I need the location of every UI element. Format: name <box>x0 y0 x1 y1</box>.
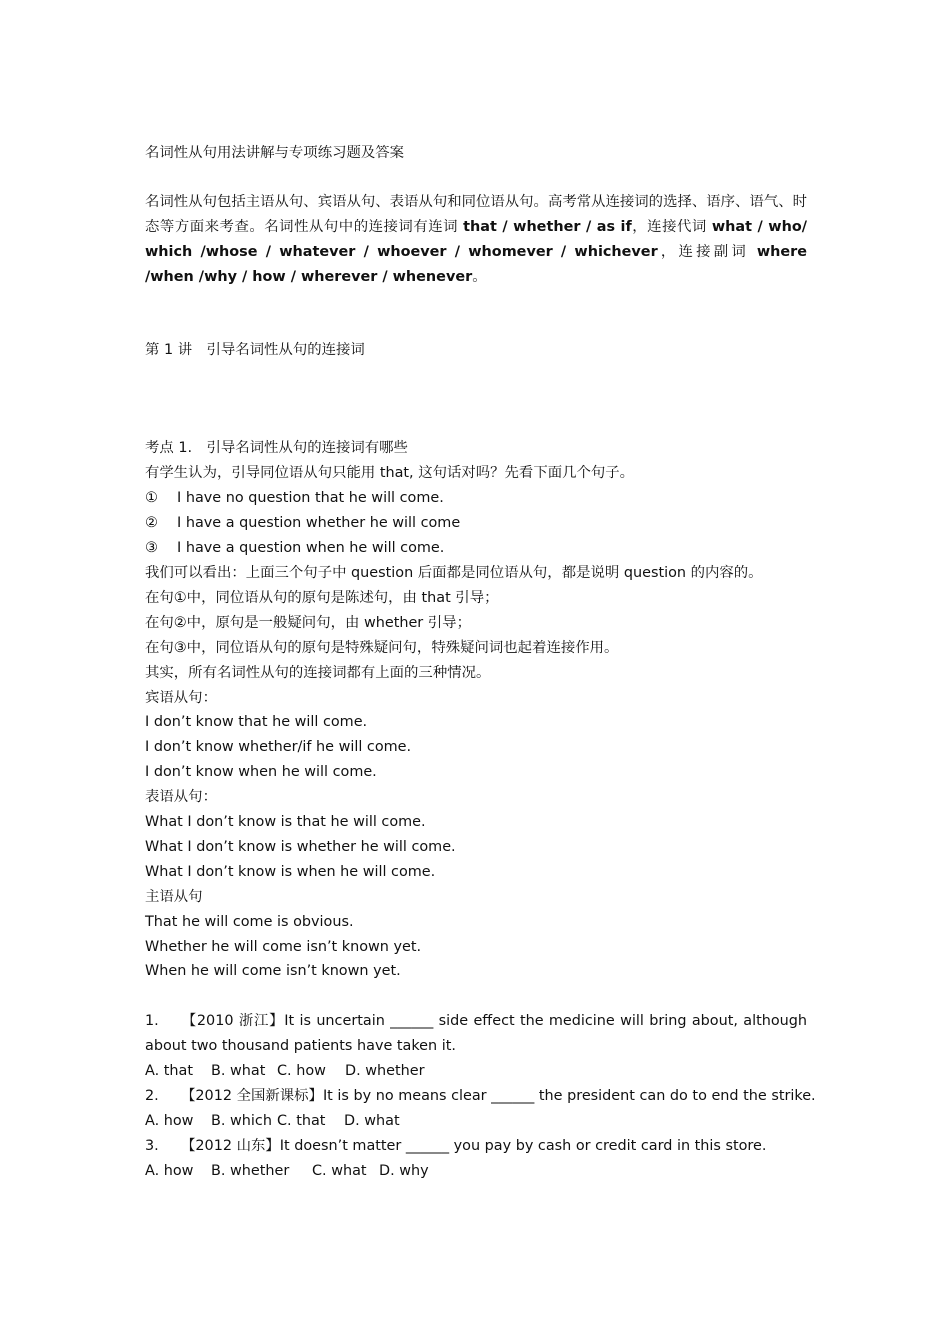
option-a: A. how <box>145 1113 194 1129</box>
intro-conjunctions: that / whether / as if <box>463 218 632 235</box>
question-text: It is uncertain ______ side effect the medicine will bring about, although about two thousand patients have taken it. <box>145 1013 808 1055</box>
question-1 <box>145 1009 807 1059</box>
example-3 <box>145 536 807 561</box>
document-body <box>145 141 816 1184</box>
predicative-example: What I don’t know is that he will come. <box>145 814 426 831</box>
example-text: I have no question that he will come. <box>177 490 444 507</box>
example-text: I have a question whether he will come <box>177 515 461 532</box>
predicative-example: What I don’t know is whether he will come. <box>145 838 456 855</box>
question-text: It is by no means clear ______ the president can do to end the strike. <box>322 1088 816 1105</box>
option-d: D. what <box>344 1113 400 1129</box>
question-1-options <box>145 1059 807 1084</box>
question-2-options <box>145 1109 807 1134</box>
question-source: 【2012 山东】 <box>181 1137 280 1154</box>
question-source: 【2012 全国新课标】 <box>181 1088 323 1105</box>
option-c: C. how <box>277 1063 326 1080</box>
question-3 <box>145 1134 807 1159</box>
lecture-title: 第 1 讲 引导名词性从句的连接词 <box>145 341 365 358</box>
option-a: A. how <box>145 1162 194 1179</box>
option-d: D. why <box>379 1162 429 1179</box>
option-c: C. that <box>277 1113 326 1129</box>
object-example: I don’t know whether/if he will come. <box>145 739 412 756</box>
point-title: 考点 1. 引导名词性从句的连接词有哪些 <box>145 440 408 457</box>
option-b: B. whether <box>211 1162 290 1179</box>
example-number: ① <box>145 490 158 507</box>
question-text: It doesn’t matter ______ you pay by cash or credit card in this store. <box>279 1137 767 1154</box>
question-number: 3. <box>145 1137 159 1154</box>
intro-adverbs: where /when /why / how / wherever / whenever <box>145 243 807 285</box>
explanation-5: 其实，所有名词性从句的连接词都有上面的三种情况。 <box>145 664 491 681</box>
object-clause-heading: 宾语从句： <box>145 689 217 706</box>
question-2 <box>145 1084 816 1109</box>
option-d: D. whether <box>345 1063 425 1080</box>
subject-example: Whether he will come isn’t known yet. <box>145 938 422 955</box>
example-2 <box>145 511 807 536</box>
intro-text-3: ，连接副词 <box>657 243 757 260</box>
predicative-example: What I don’t know is when he will come. <box>145 863 436 880</box>
option-b: B. which <box>211 1113 272 1129</box>
question-number: 1. <box>145 1013 159 1030</box>
question-source: 【2010 浙江】 <box>181 1013 285 1030</box>
option-a: A. that <box>145 1063 193 1080</box>
explanation-4: 在句③中，同位语从句的原句是特殊疑问句，特殊疑问词也起着连接作用。 <box>145 639 619 656</box>
intro-text-1: 名词性从句包括主语从句、宾语从句、表语从句和同位语从句。高考常从连接词的选择、语序、语气、时态等方面来考查。名词性从句中的连接词有连词 <box>145 193 807 235</box>
example-number: ③ <box>145 540 158 557</box>
subject-example: When he will come isn’t known yet. <box>145 963 401 980</box>
explanation-3: 在句②中，原句是一般疑问句，由 whether 引导； <box>145 614 471 631</box>
predicative-clause-heading: 表语从句： <box>145 789 217 806</box>
subject-clause-heading: 主语从句 <box>145 888 203 905</box>
question-number: 2. <box>145 1088 159 1105</box>
intro-paragraph <box>145 190 807 290</box>
point-lead: 有学生认为，引导同位语从句只能用 that, 这句话对吗？先看下面几个句子。 <box>145 465 635 482</box>
document-title: 名词性从句用法讲解与专项练习题及答案 <box>145 145 405 161</box>
object-example: I don’t know that he will come. <box>145 714 368 731</box>
object-example: I don’t know when he will come. <box>145 764 377 781</box>
explanation-2: 在句①中，同位语从句的原句是陈述句，由 that 引导； <box>145 589 499 606</box>
explanation-1: 我们可以看出：上面三个句子中 question 后面都是同位语从句，都是说明 question 的内容的。 <box>145 564 763 581</box>
spacer <box>145 984 807 1009</box>
option-c: C. what <box>312 1162 367 1179</box>
intro-text-2: ，连接代词 <box>631 218 712 235</box>
intro-pronouns: what / who/ which /whose / whatever / whoever / whomever / whichever <box>145 218 807 260</box>
question-3-options <box>145 1159 807 1184</box>
example-text: I have a question when he will come. <box>177 540 445 557</box>
intro-text-4: 。 <box>472 268 487 285</box>
option-b: B. what <box>211 1063 266 1080</box>
example-1 <box>145 486 807 511</box>
example-number: ② <box>145 515 158 532</box>
subject-example: That he will come is obvious. <box>145 913 354 930</box>
